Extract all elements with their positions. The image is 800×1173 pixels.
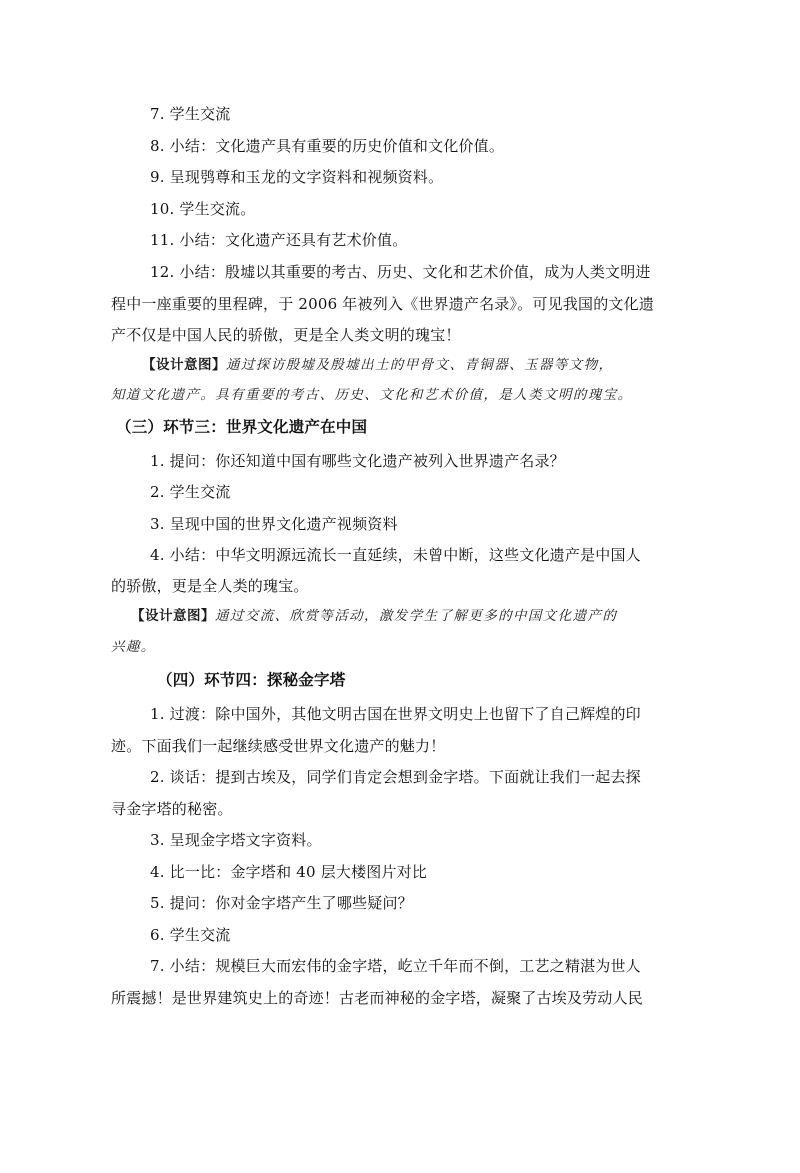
step-11-summary: 11. 小结：文化遗产还具有艺术价值。 bbox=[150, 231, 408, 249]
step-12-summary-line-3: 产不仅是中国人民的骄傲，更是全人类文明的瑰宝！ bbox=[111, 326, 461, 344]
design-intent-text: 通过探访殷墟及殷墟出土的甲骨文、青铜器、玉器等文物， bbox=[226, 357, 614, 373]
design-intent-1-line-2: 知道文化遗产。具有重要的考古、历史、文化和艺术价值，是人类文明的瑰宝。 bbox=[111, 387, 633, 403]
design-intent-2-line-1 bbox=[131, 606, 617, 626]
s4-step-2-talk-line-2: 寻金字塔的秘密。 bbox=[111, 800, 233, 818]
design-intent-2-line-2: 兴趣。 bbox=[111, 639, 156, 655]
s3-step-4-summary-line-2: 的骄傲，更是全人类的瑰宝。 bbox=[111, 577, 309, 595]
s4-step-6-exchange: 6. 学生交流 bbox=[150, 926, 231, 944]
step-8-summary: 8. 小结：文化遗产具有重要的历史价值和文化价值。 bbox=[150, 137, 505, 155]
s4-step-4-compare: 4. 比一比：金字塔和 40 层大楼图片对比 bbox=[150, 863, 428, 881]
s4-step-2-talk-line-1: 2. 谈话：提到古埃及，同学们肯定会想到金字塔。下面就让我们一起去探 bbox=[150, 768, 641, 786]
section-3-heading: （三）环节三：世界文化遗产在中国 bbox=[116, 417, 368, 436]
step-10-exchange: 10. 学生交流。 bbox=[150, 200, 256, 218]
s3-step-3-present-video: 3. 呈现中国的世界文化遗产视频资料 bbox=[150, 515, 398, 533]
design-intent-text: 通过交流、欣赏等活动，激发学生了解更多的中国文化遗产的 bbox=[215, 608, 618, 624]
s4-step-7-summary-line-2: 所震撼！是世界建筑史上的奇迹！古老而神秘的金字塔，凝聚了古埃及劳动人民 bbox=[111, 989, 644, 1007]
step-7-exchange: 7. 学生交流 bbox=[150, 105, 231, 123]
s4-step-1-transition-line-1: 1. 过渡：除中国外，其他文明古国在世界文明史上也留下了自己辉煌的印 bbox=[150, 705, 641, 723]
s4-step-3-present-text: 3. 呈现金字塔文字资料。 bbox=[150, 831, 322, 849]
step-9-present-materials: 9. 呈现鸮尊和玉龙的文字资料和视频资料。 bbox=[150, 168, 444, 186]
s3-step-2-exchange: 2. 学生交流 bbox=[150, 483, 231, 501]
design-intent-1-line-1 bbox=[142, 355, 613, 375]
design-intent-label: 【设计意图】 bbox=[131, 608, 215, 624]
step-12-summary-line-2: 程中一座重要的里程碑，于 2006 年被列入《世界遗产名录》。可见我国的文化遗 bbox=[111, 295, 655, 313]
section-4-heading: （四）环节四：探秘金字塔 bbox=[157, 670, 346, 689]
s4-step-7-summary-line-1: 7. 小结：规模巨大而宏伟的金字塔，屹立千年而不倒，工艺之精湛为世人 bbox=[150, 957, 641, 975]
step-12-summary-line-1: 12. 小结：殷墟以其重要的考古、历史、文化和艺术价值，成为人类文明进 bbox=[150, 263, 651, 281]
design-intent-label: 【设计意图】 bbox=[142, 357, 226, 373]
s4-step-1-transition-line-2: 迹。下面我们一起继续感受世界文化遗产的魅力！ bbox=[111, 737, 446, 755]
s3-step-1-question: 1. 提问：你还知道中国有哪些文化遗产被列入世界遗产名录？ bbox=[150, 452, 565, 470]
s4-step-5-question: 5. 提问：你对金字塔产生了哪些疑问？ bbox=[150, 894, 413, 912]
s3-step-4-summary-line-1: 4. 小结：中华文明源远流长一直延续，未曾中断，这些文化遗产是中国人 bbox=[150, 546, 641, 564]
